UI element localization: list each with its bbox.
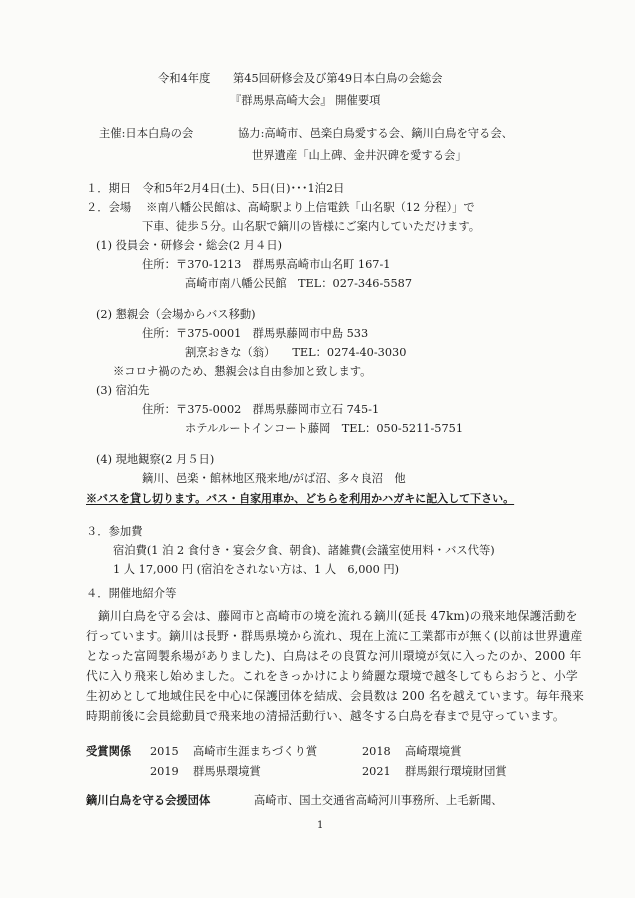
page-title: 令和4年度 第45回研修会及び第49日本白鳥の会総会 <box>158 72 443 85</box>
award-year: 2018 <box>362 745 391 758</box>
section-fees-heading: ３．参加費 <box>86 525 143 538</box>
venue-2-note: ※コロナ禍のため、懇親会は自由参加と致します。 <box>113 365 372 378</box>
page-subtitle: 『群馬県高崎大会』 開催要項 <box>230 94 381 107</box>
supporters-text: 高崎市、国土交通省高崎河川事務所、上毛新聞、 <box>254 794 503 807</box>
section-intro-heading: ４．開催地紹介等 <box>86 587 177 600</box>
venue-2-name-tel: 割烹おきな（翁） TEL：0274-40-3030 <box>185 346 407 359</box>
page-number: 1 <box>317 820 324 831</box>
host-organizer: 主催:日本白鳥の会 <box>99 127 194 140</box>
award-name: 群馬県環境賞 <box>193 765 261 778</box>
intro-paragraph: 鏑川白鳥を守る会は、藤岡市と高崎市の境を流れる鏑川(延長 47km)の飛来地保護活動を行っています。鏑川は長野・群馬県境から流れ、現在上流に工業都市が無く(以前は世界遺産となった富岡製糸場がありました)、白鳥はその良質な河川環境が気に入ったのか、2000 年代に入り飛来し始めました。これをきっかけにより綺麗な環境で越冬してもらおうと、小学生初めとして地域住民を中心に保護団体を結成、会員数は 200 名を越えています。毎年飛来時期前後に会員総動員で飛来地の清掃活動行い、越冬する白鳥を春まで見守っています。 <box>86 609 584 723</box>
venue-2-heading: (2) 懇親会（会場からバス移動) <box>96 308 256 321</box>
section-venue-line-1: ２．会場 ※南八幡公民館は、高崎駅より上信電鉄「山名駅（12 分程）」で <box>86 201 475 214</box>
venue-3-heading: (3) 宿泊先 <box>96 384 150 397</box>
awards-label: 受賞関係 <box>86 744 132 758</box>
venue-1-name-tel: 高崎市南八幡公民館 TEL：027-346-5587 <box>185 277 413 290</box>
fees-line-2: 1 人 17,000 円 (宿泊をされない方は、1 人 6,000 円) <box>113 563 400 576</box>
award-year: 2019 <box>150 765 179 778</box>
venue-4-heading: (4) 現地観察(2 月５日) <box>96 453 215 466</box>
venue-1-address: 住所：〒370-1213 群馬県高崎市山名町 167-1 <box>142 258 391 271</box>
section-dates: １．期日 令和5年2月4日(土)、5日(日)･･･1泊2日 <box>86 182 345 195</box>
award-name: 群馬銀行環境財団賞 <box>405 765 507 778</box>
bus-note: ※バスを貸し切ります。バス・自家用車か、どちらを利用かハガキに記入して下さい。 <box>86 492 515 505</box>
cooperation-line-1: 協力:高崎市、邑楽白鳥愛する会、鏑川白鳥を守る会、 <box>238 127 513 140</box>
supporters-label: 鏑川白鳥を守る会援団体 <box>86 793 211 807</box>
award-name: 高崎市生涯まちづくり賞 <box>193 745 318 758</box>
venue-3-address: 住所：〒375-0002 群馬県藤岡市立石 745-1 <box>142 403 380 416</box>
cooperation-line-2: 世界遺産「山上碑、金井沢碑を愛する会」 <box>252 149 467 162</box>
venue-3-name-tel: ホテルルートインコート藤岡 TEL：050-5211-5751 <box>185 422 464 435</box>
award-name: 高崎環境賞 <box>405 745 462 758</box>
section-venue-line-2: 下車、徒歩５分。山名駅で鏑川の皆様にご案内していただけます。 <box>142 220 481 233</box>
venue-4-places: 鏑川、邑楽・館林地区飛来地/がば沼、多々良沼 他 <box>142 472 406 485</box>
award-year: 2021 <box>362 765 391 778</box>
venue-2-address: 住所：〒375-0001 群馬県藤岡市中島 533 <box>142 327 369 340</box>
award-year: 2015 <box>150 745 179 758</box>
venue-1-heading: (1) 役員会・研修会・総会(2 月４日) <box>96 239 283 252</box>
fees-line-1: 宿泊費(1 泊 2 食付き・宴会夕食、朝食)、諸雑費(会議室使用料・バス代等) <box>113 544 495 557</box>
